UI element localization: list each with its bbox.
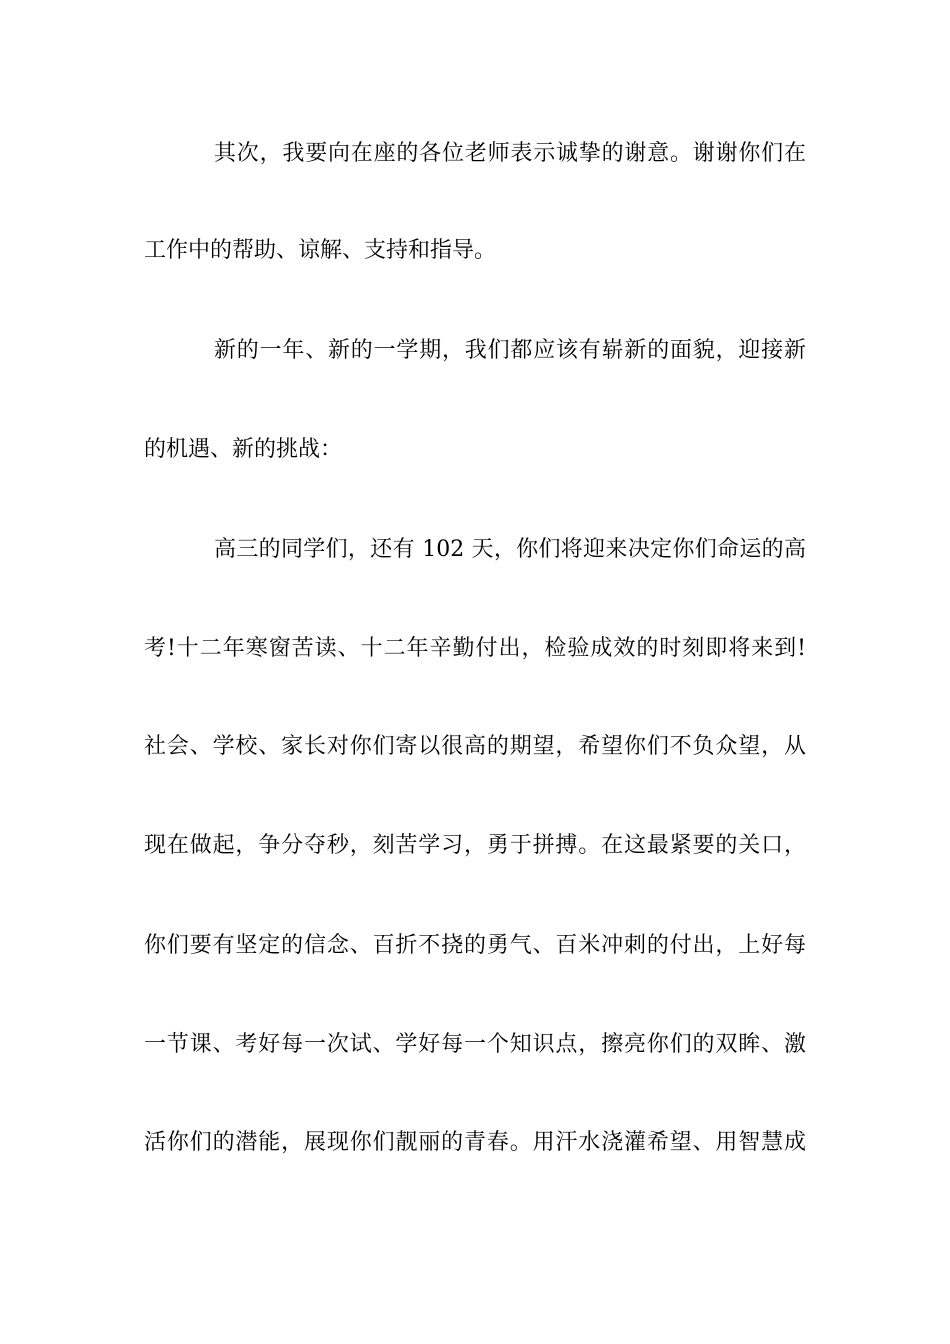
paragraph-3-line-6: 一节课、考好每一次试、学好每一个知识点，擦亮你们的双眸、激 — [144, 1032, 806, 1057]
paragraph-3-line-4: 现在做起，争分夺秒，刻苦学习，勇于拼搏。在这最紧要的关口， — [144, 833, 806, 858]
paragraph-2-line-1: 新的一年、新的一学期，我们都应该有崭新的面貌，迎接新 — [214, 338, 806, 363]
paragraph-1-line-1: 其次，我要向在座的各位老师表示诚挚的谢意。谢谢你们在 — [214, 141, 806, 166]
paragraph-3-line-1: 高三的同学们，还有 102 天，你们将迎来决定你们命运的高 — [214, 537, 806, 562]
paragraph-3-line-3: 社会、学校、家长对你们寄以很高的期望，希望你们不负众望，从 — [144, 734, 806, 759]
paragraph-3-line-2: 考!十二年寒窗苦读、十二年辛勤付出，检验成效的时刻即将来到! — [144, 636, 806, 661]
paragraph-3-line-7: 活你们的潜能，展现你们靓丽的青春。用汗水浇灌希望、用智慧成 — [144, 1130, 806, 1155]
paragraph-3-line-5: 你们要有坚定的信念、百折不挠的勇气、百米冲刺的付出，上好每 — [144, 933, 806, 958]
paragraph-1-line-2: 工作中的帮助、谅解、支持和指导。 — [144, 238, 497, 263]
paragraph-2-line-2: 的机遇、新的挑战： — [144, 437, 343, 462]
